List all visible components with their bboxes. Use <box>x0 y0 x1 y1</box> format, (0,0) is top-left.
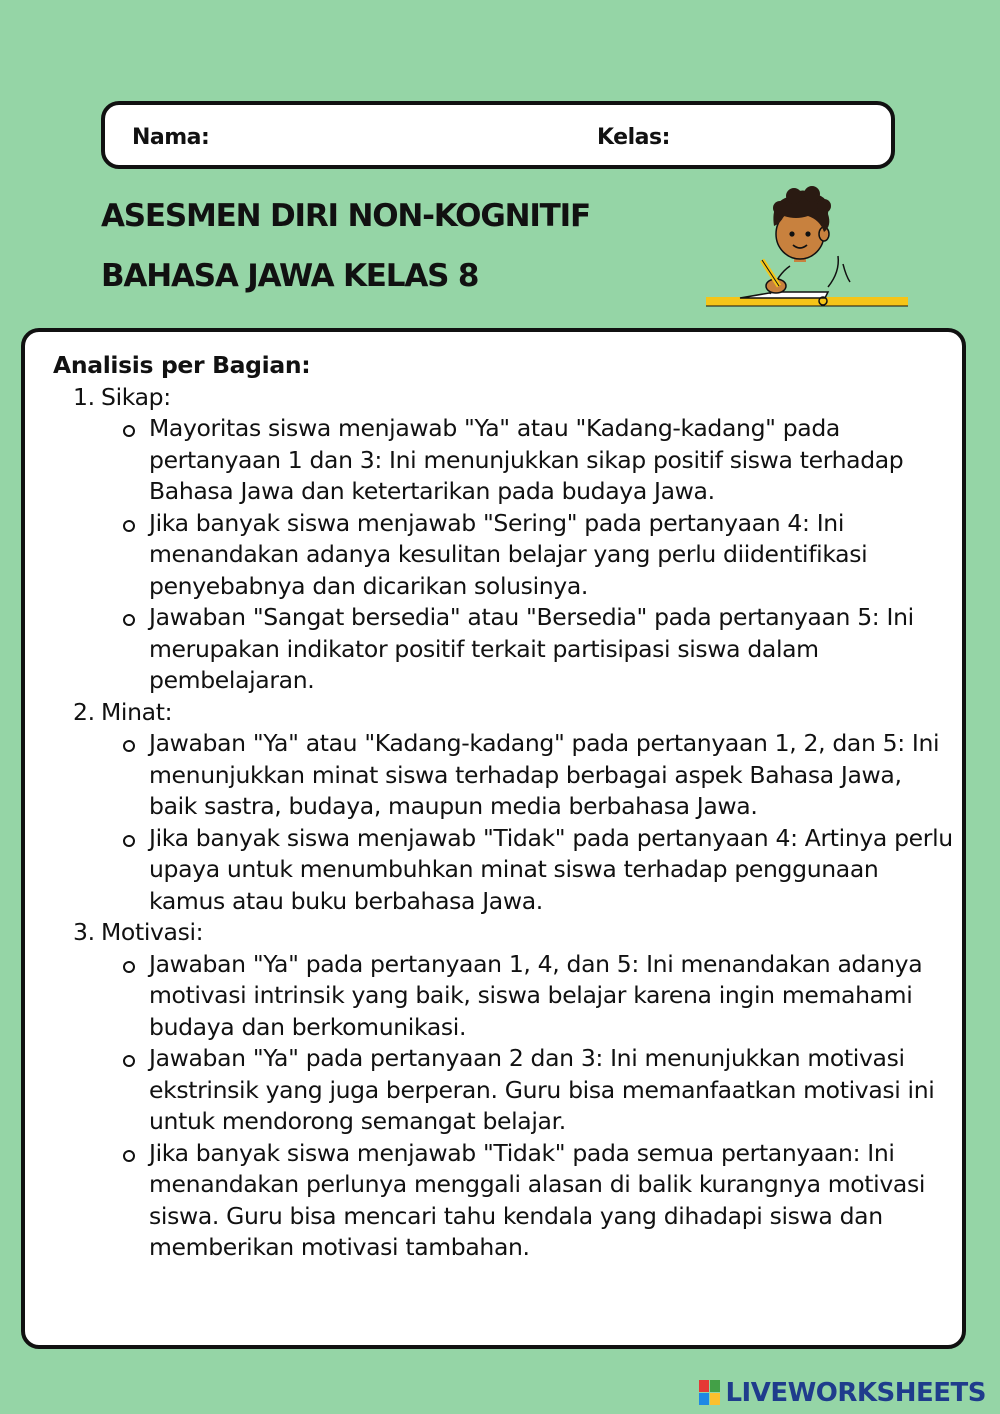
name-class-box <box>101 101 895 169</box>
student-writing-illustration <box>700 182 915 317</box>
list-item: Jawaban "Ya" pada pertanyaan 2 dan 3: Ini menunjukkan motivasi ekstrinsik yang juga berperan. Guru bisa memanfaatkan motivasi ini untuk mendorong semangat belajar. <box>149 1043 953 1138</box>
section-motivasi-list <box>53 949 953 1264</box>
list-item: Jika banyak siswa menjawab "Tidak" pada pertanyaan 4: Artinya perlu upaya untuk menumbuhkan minat siswa terhadap penggunaan kamus atau buku berbahasa Jawa. <box>149 823 953 918</box>
liveworksheets-brand: LIVEWORKSHEETS <box>725 1378 986 1408</box>
liveworksheets-footer[interactable] <box>699 1378 986 1408</box>
analysis-card <box>21 328 966 1349</box>
kelas-label: Kelas: <box>597 125 670 150</box>
analysis-content <box>53 350 953 1264</box>
list-item: Mayoritas siswa menjawab "Ya" atau "Kadang-kadang" pada pertanyaan 1 dan 3: Ini menunjukkan sikap positif siswa terhadap Bahasa Jawa dan ketertarikan pada budaya Jawa. <box>149 413 953 508</box>
section-number: 2. <box>73 697 95 726</box>
section-minat <box>53 697 953 729</box>
list-item: Jawaban "Ya" pada pertanyaan 1, 4, dan 5: Ini menandakan adanya motivasi intrinsik yang baik, siswa belajar karena ingin memahami budaya dan berkomunikasi. <box>149 949 953 1044</box>
section-sikap-list <box>53 413 953 697</box>
section-title: Minat: <box>101 697 173 726</box>
analysis-heading: Analisis per Bagian: <box>53 351 311 379</box>
nama-label: Nama: <box>132 125 210 150</box>
liveworksheets-logo-icon <box>699 1380 721 1406</box>
section-sikap <box>53 382 953 414</box>
list-item: Jika banyak siswa menjawab "Sering" pada pertanyaan 4: Ini menandakan adanya kesulitan belajar yang perlu diidentifikasi penyebabnya dan dicarikan solusinya. <box>149 508 953 603</box>
section-title: Sikap: <box>101 382 171 411</box>
section-title: Motivasi: <box>101 918 204 946</box>
page-title-line1: ASESMEN DIRI NON-KOGNITIF <box>101 198 590 234</box>
list-item: Jawaban "Sangat bersedia" atau "Bersedia" pada pertanyaan 5: Ini merupakan indikator positif terkait partisipasi siswa dalam pembelajaran. <box>149 602 953 697</box>
section-number: 1. <box>73 382 95 411</box>
list-item: Jika banyak siswa menjawab "Tidak" pada semua pertanyaan: Ini menandakan perlunya menggali alasan di balik kurangnya motivasi siswa. Guru bisa mencari tahu kendala yang dihadapi siswa dan memberikan motivasi tambahan. <box>149 1138 953 1264</box>
section-motivasi <box>53 917 953 949</box>
section-number: 3. <box>73 918 95 946</box>
section-minat-list <box>53 728 953 917</box>
list-item: Jawaban "Ya" atau "Kadang-kadang" pada pertanyaan 1, 2, dan 5: Ini menunjukkan minat siswa terhadap berbagai aspek Bahasa Jawa, baik sastra, budaya, maupun media berbahasa Jawa. <box>149 728 953 823</box>
page-title-line2: BAHASA JAWA KELAS 8 <box>101 258 479 294</box>
